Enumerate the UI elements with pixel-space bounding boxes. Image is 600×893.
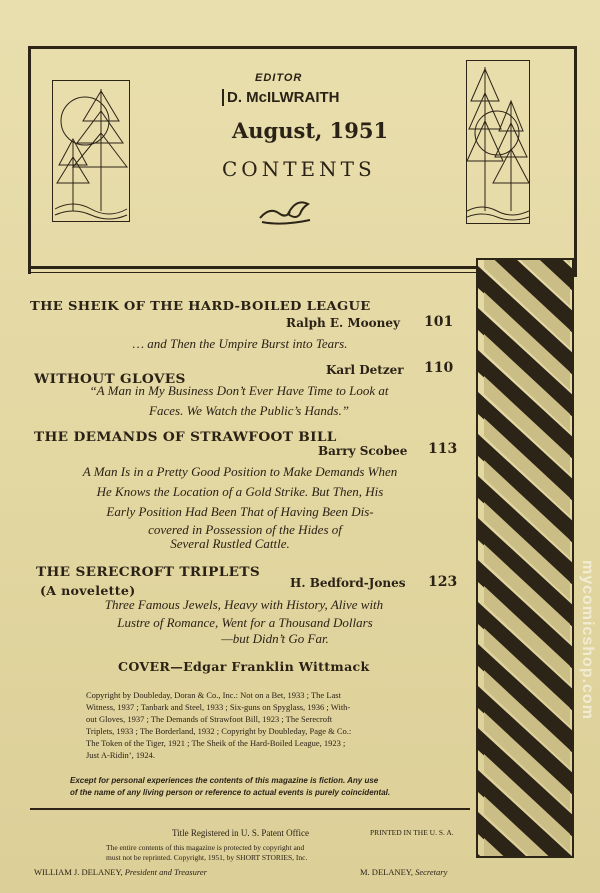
- copyright-line: Just A-Ridin’, 1924.: [86, 750, 155, 760]
- secretary-credit: [360, 866, 447, 878]
- editor-label: EDITOR: [255, 72, 303, 84]
- story-teaser: Faces. We Watch the Public’s Hands.”: [149, 403, 349, 418]
- story-teaser: Early Position Had Been That of Having Been Dis-: [106, 504, 374, 519]
- story-title: THE DEMANDS OF STRAWFOOT BILL: [34, 430, 337, 445]
- fiction-notice-line: Except for personal experiences the contents of this magazine is fiction. Any use: [70, 776, 379, 785]
- story-teaser: covered in Possession of the Hides of: [148, 522, 342, 537]
- issue-date: August, 1951: [232, 118, 389, 143]
- protected-notice: [106, 843, 307, 863]
- story-teaser: Several Rustled Cattle.: [170, 536, 290, 551]
- story-author: H. Bedford-Jones: [290, 576, 406, 590]
- president-credit: [34, 866, 207, 878]
- story-title: THE SERECROFT TRIPLETS: [36, 565, 261, 580]
- secretary-title: Secretary: [415, 867, 448, 877]
- tree-illustration-icon: [466, 60, 530, 224]
- tree-illustration-icon: [52, 80, 130, 222]
- story-title: THE SHEIK OF THE HARD-BOILED LEAGUE: [30, 298, 371, 313]
- editor-name: D. McILWRAITH: [222, 89, 340, 106]
- fiction-notice: [70, 775, 470, 799]
- cover-credit: COVER—Edgar Franklin Wittmack: [118, 660, 370, 674]
- president-name: WILLIAM J. DELANEY,: [34, 867, 123, 877]
- story-author: Ralph E. Mooney: [286, 316, 400, 330]
- copyright-notes: [86, 689, 466, 761]
- header-bottom-rule-thin: [28, 272, 476, 273]
- contents-title: CONTENTS: [222, 157, 376, 181]
- protected-line: The entire contents of this magazine is protected by copyright and: [106, 843, 305, 852]
- copyright-line: Copyright by Doubleday, Doran & Co., Inc.: Not on a Bet, 1933 ; The Last: [86, 690, 341, 700]
- copyright-line: Witness, 1937 ; Tanbark and Steel, 1933 ; Six-guns on Spyglass, 1936 ; With-: [86, 702, 351, 712]
- printed-notice: PRINTED IN THE U. S. A.: [370, 828, 454, 837]
- fish-ornament-icon: [256, 192, 316, 228]
- story-teaser: A Man Is in a Pretty Good Position to Make Demands When: [82, 464, 398, 479]
- copyright-line: The Token of the Tiger, 1921 ; The Sheik of the Hard-Boiled League, 1923 ;: [86, 738, 346, 748]
- footer-rule: [30, 808, 470, 810]
- story-page-number: 113: [428, 441, 458, 457]
- header-bottom-rule: [28, 266, 476, 269]
- story-teaser: “A Man in My Business Don’t Ever Have Time to Look at: [89, 383, 389, 398]
- story-page-number: 123: [428, 574, 458, 590]
- header-left-edge: [28, 48, 31, 274]
- secretary-name: M. DELANEY,: [360, 867, 413, 877]
- story-teaser: Three Famous Jewels, Heavy with History, Alive with: [104, 597, 384, 612]
- president-title: President and Treasurer: [124, 867, 207, 877]
- story-teaser: He Knows the Location of a Gold Strike. But Then, His: [96, 484, 384, 499]
- registered-notice: Title Registered in U. S. Patent Office: [172, 828, 309, 838]
- copyright-line: out Gloves, 1937 ; The Demands of Strawfoot Bill, 1923 ; The Serecroft: [86, 714, 333, 724]
- story-teaser: … and Then the Umpire Burst into Tears.: [132, 336, 348, 351]
- story-title: WITHOUT GLOVES: [34, 372, 186, 387]
- decorative-striped-border: [476, 258, 574, 858]
- copyright-line: Triplets, 1933 ; The Borderland, 1932 ; Copyright by Doubleday, Page & Co.:: [86, 726, 352, 736]
- story-author: Barry Scobee: [318, 444, 408, 458]
- story-teaser: Lustre of Romance, Went for a Thousand Dollars: [117, 615, 373, 630]
- story-teaser: —but Didn’t Go Far.: [221, 631, 329, 646]
- story-author: Karl Detzer: [326, 363, 404, 377]
- story-page-number: 101: [424, 314, 454, 330]
- watermark: [578, 560, 598, 880]
- watermark-text: mycomicshop.com: [579, 560, 596, 720]
- story-page-number: 110: [424, 360, 454, 376]
- protected-line: must not be reprinted. Copyright, 1951, by SHORT STORIES, Inc.: [106, 853, 308, 862]
- fiction-notice-line: of the name of any living person or reference to actual events is purely coincidental.: [70, 788, 391, 797]
- story-subtitle: (A novelette): [40, 584, 136, 598]
